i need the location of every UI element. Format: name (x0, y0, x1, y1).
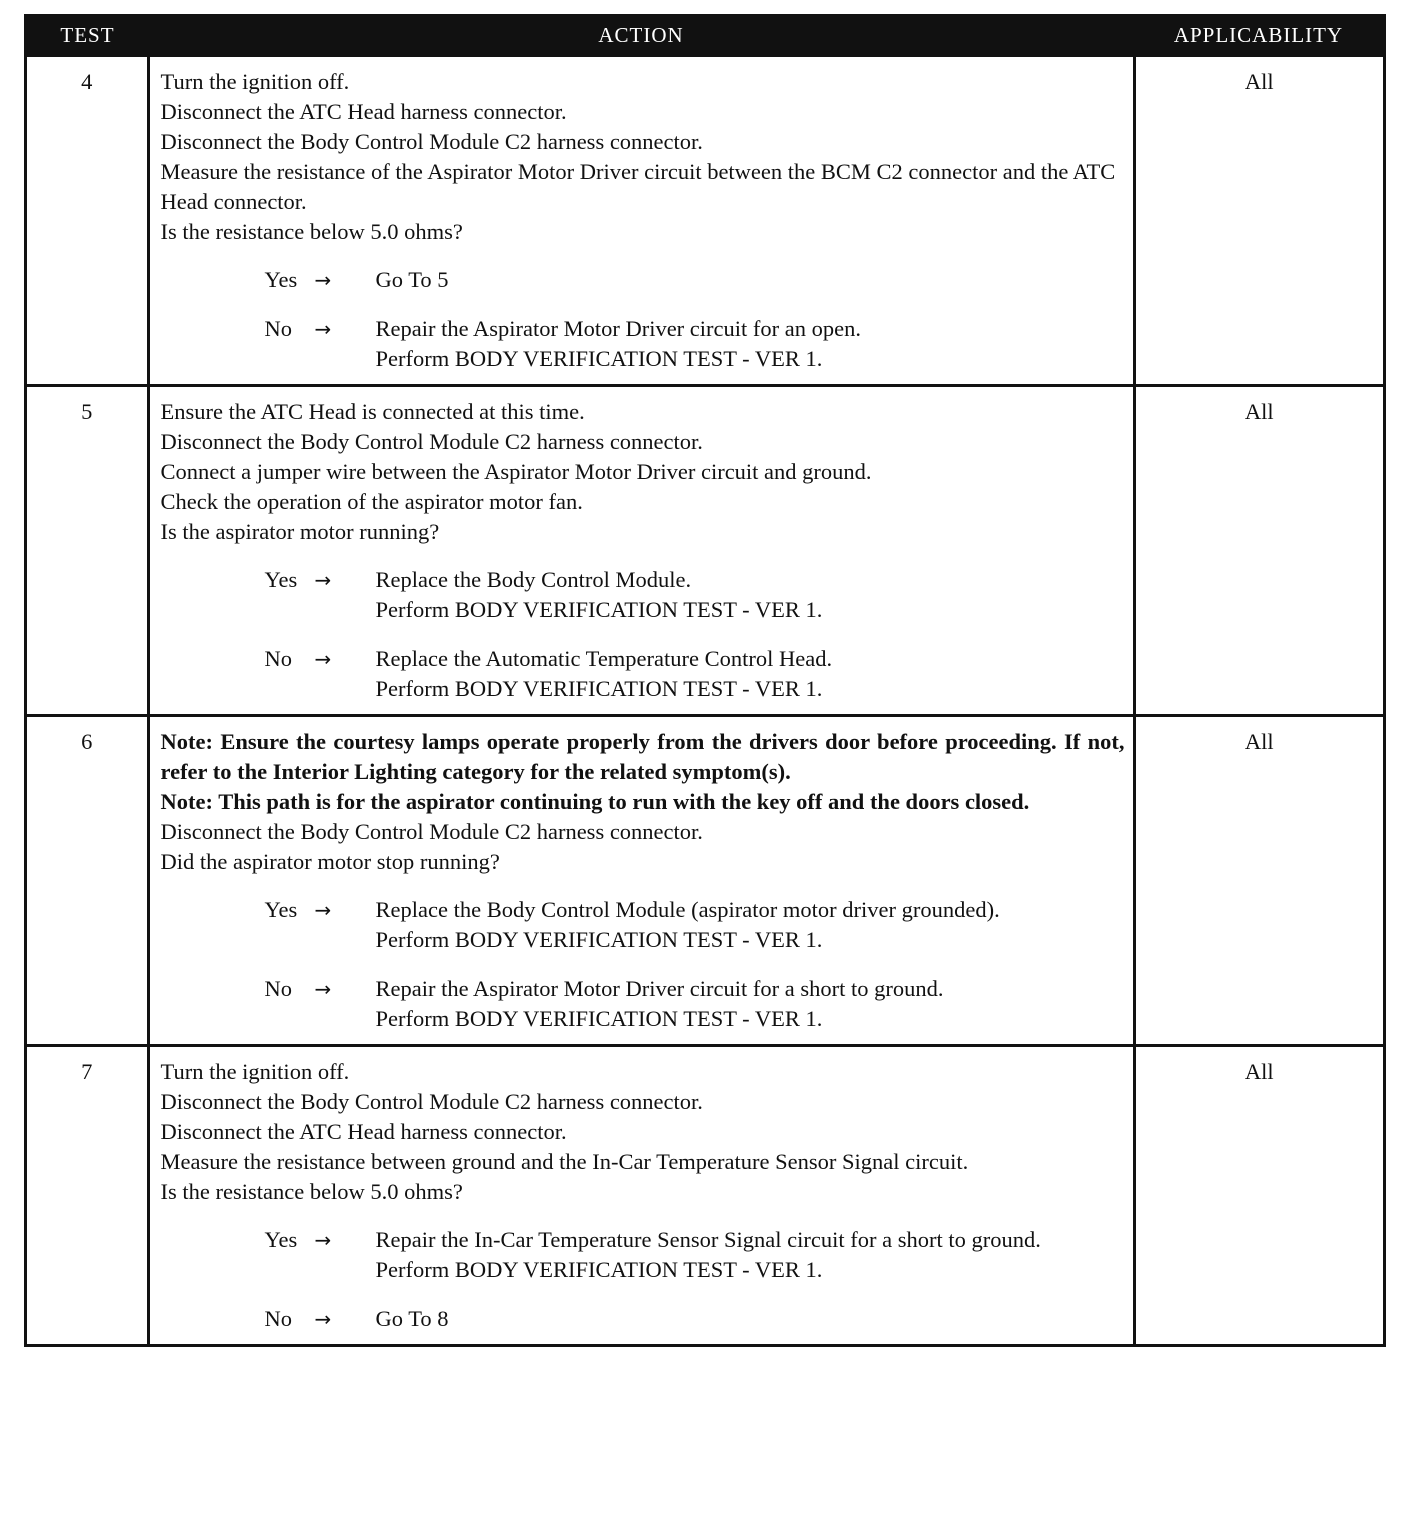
answer-label: No (264, 976, 292, 1001)
header-applicability: APPLICABILITY (1134, 17, 1383, 56)
answer-no (265, 1304, 1125, 1334)
answer-result (376, 314, 1125, 374)
diagnostic-test-table (24, 14, 1386, 1347)
table-row (27, 56, 1383, 386)
action-cell (148, 1046, 1134, 1345)
action-line: Turn the ignition off. (160, 1059, 350, 1084)
answer-result-line: Go To 8 (375, 1306, 449, 1331)
action-line: Disconnect the Body Control Module C2 harness connector. (160, 429, 703, 454)
answer-result-line: Repair the In-Car Temperature Sensor Signal circuit for a short to ground. (375, 1227, 1041, 1252)
answer-result-line: Repair the Aspirator Motor Driver circuit for an open. (375, 316, 861, 341)
answer-no (265, 974, 1125, 1034)
applicability-value: All (1134, 56, 1383, 386)
answer-no (265, 314, 1125, 374)
action-line: Is the resistance below 5.0 ohms? (160, 1179, 463, 1204)
answer-no (265, 644, 1125, 704)
answer-result (376, 974, 1125, 1034)
action-line: Did the aspirator motor stop running? (160, 849, 500, 874)
action-line: Disconnect the ATC Head harness connector. (160, 99, 567, 124)
right-arrow-icon: → (314, 268, 332, 292)
answer-result-line: Perform BODY VERIFICATION TEST - VER 1. (375, 1257, 823, 1282)
action-line: Disconnect the Body Control Module C2 harness connector. (160, 1089, 703, 1114)
answer-result (376, 644, 1125, 704)
answer-result-line: Replace the Body Control Module (aspirator motor driver grounded). (375, 897, 1000, 922)
action-line: Ensure the ATC Head is connected at this time. (160, 399, 585, 424)
test-table (27, 17, 1383, 1344)
table-header (27, 17, 1383, 56)
test-number: 4 (27, 56, 148, 386)
action-line: Connect a jumper wire between the Aspirator Motor Driver circuit and ground. (160, 459, 872, 484)
right-arrow-icon: → (314, 898, 332, 922)
answer-result (376, 265, 1125, 295)
header-action: ACTION (148, 17, 1134, 56)
action-cell (148, 386, 1134, 716)
action-cell (148, 716, 1134, 1046)
answer-result-line: Perform BODY VERIFICATION TEST - VER 1. (375, 676, 823, 701)
answer-result-line: Perform BODY VERIFICATION TEST - VER 1. (375, 927, 823, 952)
test-number: 5 (27, 386, 148, 716)
answer-label: Yes (264, 897, 298, 922)
answer-label: No (264, 316, 292, 341)
answer-label: No (264, 1306, 292, 1331)
answer-result-line: Perform BODY VERIFICATION TEST - VER 1. (375, 346, 823, 371)
answer-result (376, 895, 1125, 955)
answer-result (376, 1304, 1125, 1334)
header-test: TEST (27, 17, 148, 56)
table-body (27, 56, 1383, 1345)
applicability-value: All (1134, 1046, 1383, 1345)
test-number: 6 (27, 716, 148, 1046)
answer-yes (265, 1225, 1125, 1285)
table-row (27, 386, 1383, 716)
answer-result-line: Replace the Automatic Temperature Control Head. (375, 646, 833, 671)
answer-label: No (264, 646, 292, 671)
answer-result-line: Perform BODY VERIFICATION TEST - VER 1. (375, 597, 823, 622)
answer-list (161, 265, 1125, 374)
table-row (27, 716, 1383, 1046)
answer-result-line: Replace the Body Control Module. (375, 567, 692, 592)
action-cell (148, 56, 1134, 386)
action-line: Is the aspirator motor running? (160, 519, 440, 544)
applicability-value: All (1134, 386, 1383, 716)
answer-result (376, 1225, 1125, 1285)
answer-result-line: Repair the Aspirator Motor Driver circuit for a short to ground. (375, 976, 944, 1001)
answer-label: Yes (264, 267, 298, 292)
action-line: Check the operation of the aspirator motor fan. (160, 489, 583, 514)
answer-label: Yes (264, 1227, 298, 1252)
answer-list (161, 1225, 1125, 1334)
action-line: Disconnect the Body Control Module C2 harness connector. (160, 819, 703, 844)
note-line: Note: Ensure the courtesy lamps operate properly from the drivers door before proceeding. If not, refer to the Interior Lighting category for the related symptom(s). (160, 729, 1125, 784)
right-arrow-icon: → (314, 1307, 332, 1331)
answer-list (161, 565, 1125, 704)
answer-list (161, 895, 1125, 1034)
right-arrow-icon: → (314, 568, 332, 592)
test-number: 7 (27, 1046, 148, 1345)
action-line: Measure the resistance between ground and the In-Car Temperature Sensor Signal circuit. (160, 1149, 969, 1174)
action-line: Turn the ignition off. (160, 69, 350, 94)
answer-yes (265, 565, 1125, 625)
action-line: Measure the resistance of the Aspirator Motor Driver circuit between the BCM C2 connector and the ATC Head connector. (160, 159, 1116, 214)
action-line: Is the resistance below 5.0 ohms? (160, 219, 463, 244)
right-arrow-icon: → (314, 647, 332, 671)
answer-result-line: Go To 5 (375, 267, 449, 292)
note-line: Note: This path is for the aspirator continuing to run with the key off and the doors closed. (160, 789, 1030, 814)
answer-result-line: Perform BODY VERIFICATION TEST - VER 1. (375, 1006, 823, 1031)
right-arrow-icon: → (314, 977, 332, 1001)
action-line: Disconnect the ATC Head harness connector. (160, 1119, 567, 1144)
table-row (27, 1046, 1383, 1345)
answer-result (376, 565, 1125, 625)
right-arrow-icon: → (314, 1228, 332, 1252)
right-arrow-icon: → (314, 317, 332, 341)
action-line: Disconnect the Body Control Module C2 harness connector. (160, 129, 703, 154)
applicability-value: All (1134, 716, 1383, 1046)
answer-yes (265, 895, 1125, 955)
answer-yes (265, 265, 1125, 295)
answer-label: Yes (264, 567, 298, 592)
